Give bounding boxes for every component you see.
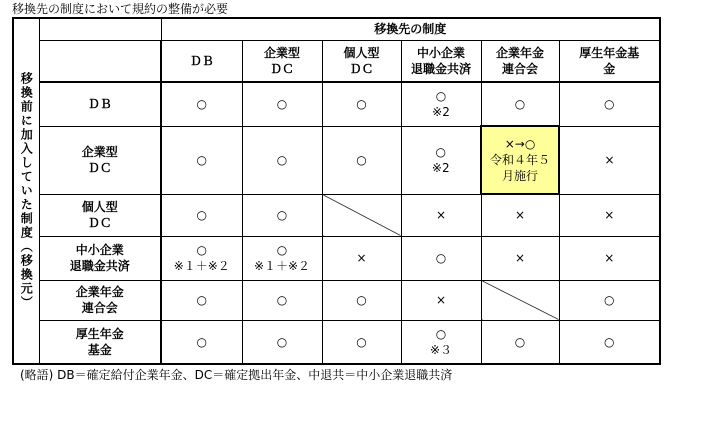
table-cell: ○ (401, 236, 481, 280)
diagonal-na-cell (481, 280, 559, 320)
row-header-pension-federation: 企業年金 連合会 (39, 280, 161, 320)
table-cell: × (401, 280, 481, 320)
table-cell: ○ ※３ (401, 320, 481, 364)
table-cell: ○ (161, 194, 242, 236)
table-cell: ○ (242, 280, 322, 320)
table-cell: ○ ※2 (401, 82, 481, 126)
table-cell: ○ (322, 280, 401, 320)
row-header-db: ＤＢ (39, 82, 161, 126)
top-header: 移換先の制度 (161, 18, 660, 40)
table-cell: ○ (322, 320, 401, 364)
col-header-corporate-dc: 企業型 ＤＣ (242, 40, 322, 82)
table-cell: ○ (242, 194, 322, 236)
table-cell: ○ (481, 82, 559, 126)
table-cell: × (559, 194, 660, 236)
table-cell: ○ (161, 320, 242, 364)
table-cell: ○ (322, 82, 401, 126)
col-header-welfare-pension-fund: 厚生年金基 金 (559, 40, 660, 82)
table-cell: ○ (242, 82, 322, 126)
table-cell: ○ ※１＋※２ (161, 236, 242, 280)
col-header-db: ＤＢ (161, 40, 242, 82)
page-caption: 移換先の制度において規約の整備が必要 (12, 2, 229, 16)
row-header-individual-dc: 個人型 ＤＣ (39, 194, 161, 236)
table-cell: ○ (559, 320, 660, 364)
table-cell: ○ (242, 126, 322, 194)
side-header: 移換前に加入していた制度（移換元） (13, 18, 39, 364)
table-cell: ○ (559, 82, 660, 126)
table-cell: ○ (322, 126, 401, 194)
row-header-corporate-dc: 企業型 ＤＣ (39, 126, 161, 194)
table-cell: × (481, 236, 559, 280)
col-header-chutaikyo: 中小企業 退職金共済 (401, 40, 481, 82)
transfer-matrix-table (12, 17, 661, 365)
highlighted-change-cell: ×→○ 令和４年５ 月施行 (481, 126, 559, 194)
table-cell: × (559, 126, 660, 194)
table-cell: ○ (242, 320, 322, 364)
table-cell: ○ (161, 126, 242, 194)
row-header-chutaikyo: 中小企業 退職金共済 (39, 236, 161, 280)
row-header-welfare-pension-fund: 厚生年金 基金 (39, 320, 161, 364)
col-header-individual-dc: 個人型 ＤＣ (322, 40, 401, 82)
table-cell: ○ (559, 280, 660, 320)
table-cell: ○ ※2 (401, 126, 481, 194)
table-cell: ○ (161, 82, 242, 126)
table-cell: × (401, 194, 481, 236)
table-cell: × (322, 236, 401, 280)
abbreviation-footnote: (略語) DB＝確定給付企業年金、DC＝確定拠出年金、中退共＝中小企業退職共済 (20, 368, 453, 382)
table-cell: ○ ※１＋※２ (242, 236, 322, 280)
diagonal-na-cell (322, 194, 401, 236)
table-cell: × (481, 194, 559, 236)
table-cell: × (559, 236, 660, 280)
col-header-pension-federation: 企業年金 連合会 (481, 40, 559, 82)
table-cell: ○ (481, 320, 559, 364)
table-cell: ○ (161, 280, 242, 320)
